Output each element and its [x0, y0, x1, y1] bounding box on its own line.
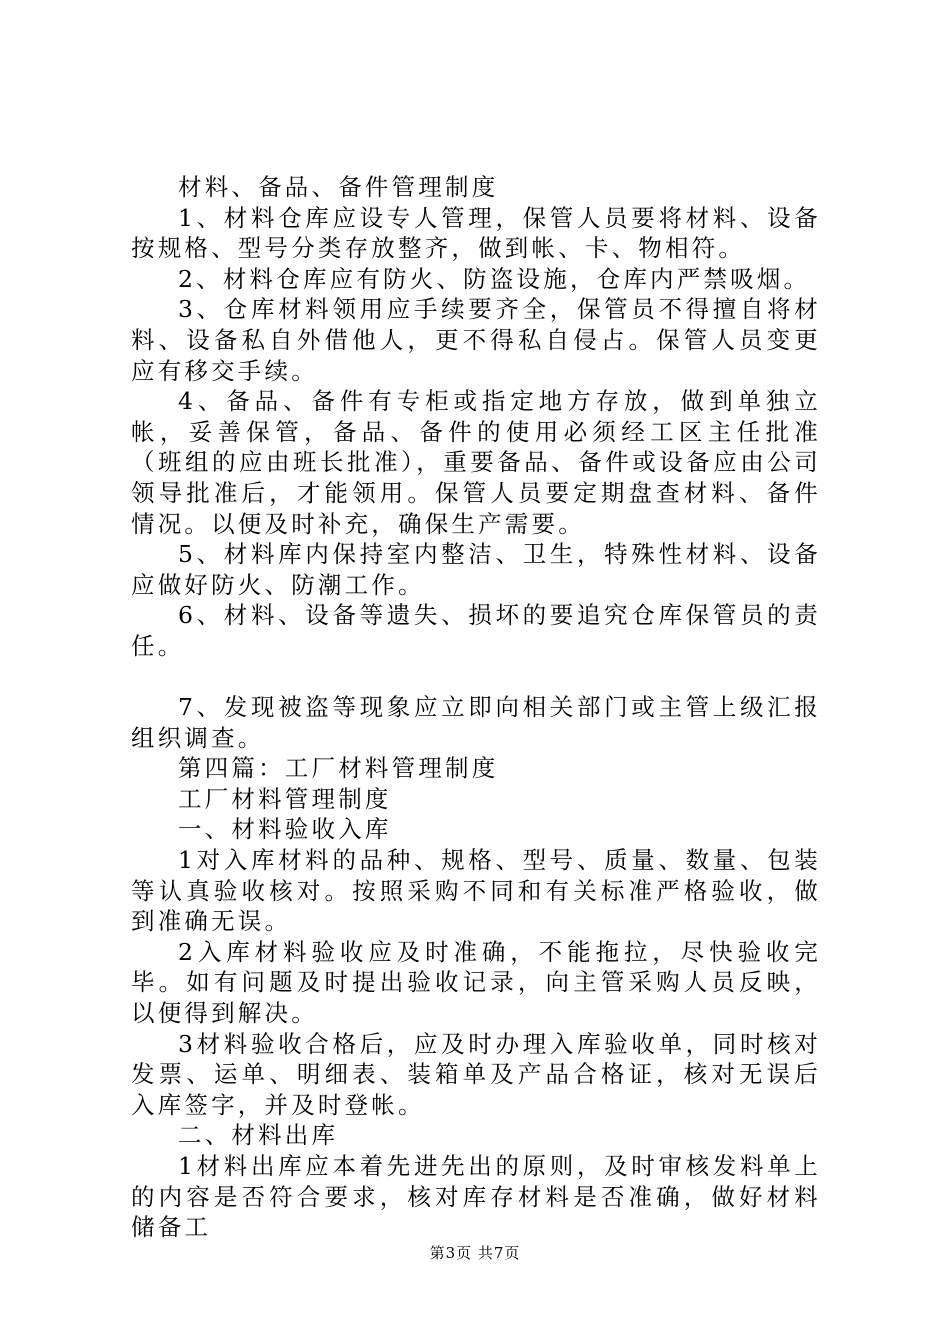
- blank-line: [131, 662, 821, 693]
- paragraph: 7、发现被盗等现象应立即向相关部门或主管上级汇报组织调查。: [131, 693, 821, 752]
- document-body: [131, 172, 821, 1243]
- page-number-footer: 第3页 共7页: [429, 1244, 521, 1262]
- paragraph: 1、材料仓库应设专人管理，保管人员要将材料、设备按规格、型号分类存放整齐，做到帐、卡、物相符。: [131, 203, 821, 263]
- section-heading: 二、材料出库: [178, 1121, 339, 1150]
- section-title: 工厂材料管理制度: [178, 784, 392, 813]
- paragraph: 1对入库材料的品种、规格、型号、质量、数量、包装等认真验收核对。按照采购不同和有关标准严格验收，做到准确无误。: [131, 846, 821, 936]
- paragraph: 1材料出库应本着先进先出的原则，及时审核发料单上的内容是否符合要求，核对库存材料是否准确，做好材料储备工: [131, 1152, 821, 1242]
- paragraph: 4、备品、备件有专柜或指定地方存放，做到单独立帐，妥善保管，备品、备件的使用必须经工区主任批准（班组的应由班长批准），重要备品、备件或设备应由公司领导批准后，才能领用。保管人员要定期盘查材料、备件情况。以便及时补充，确保生产需要。: [131, 387, 821, 538]
- paragraph: 3、仓库材料领用应手续要齐全，保管员不得擅自将材料、设备私自外借他人，更不得私自侵占。保管人员变更应有移交手续。: [131, 295, 821, 385]
- paragraph: 2、材料仓库应有防火、防盗设施，仓库内严禁吸烟。: [178, 264, 811, 293]
- paragraph: 2入库材料验收应及时准确，不能拖拉，尽快验收完毕。如有问题及时提出验收记录，向主管采购人员反映，以便得到解决。: [131, 937, 821, 1028]
- chapter-heading: 第四篇：工厂材料管理制度: [178, 754, 499, 783]
- section-title: 材料、备品、备件管理制度: [178, 173, 499, 201]
- section-heading: 一、材料验收入库: [178, 815, 392, 844]
- paragraph: 6、材料、设备等遗失、损坏的要追究仓库保管员的责任。: [131, 601, 821, 660]
- paragraph: 5、材料库内保持室内整洁、卫生，特殊性材料、设备应做好防火、防潮工作。: [131, 540, 821, 599]
- paragraph: 3材料验收合格后，应及时办理入库验收单，同时核对发票、运单、明细表、装箱单及产品合格证，核对无误后入库签字，并及时登帐。: [131, 1029, 821, 1119]
